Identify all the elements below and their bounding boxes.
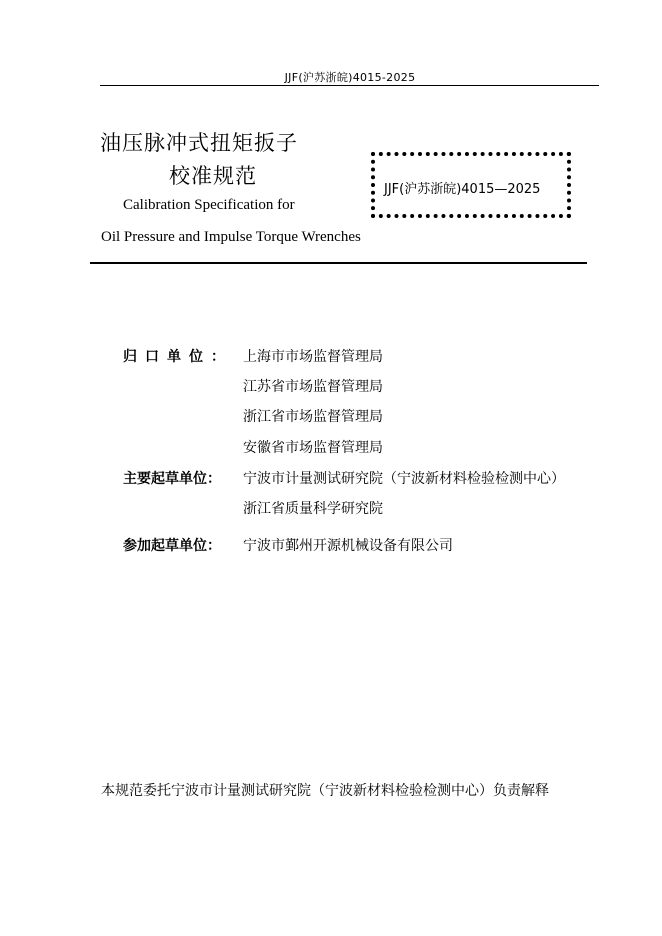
responsible-unit-3: 浙江省市场监督管理局 (243, 409, 383, 425)
interpretation-note: 本规范委托宁波市计量测试研究院（宁波新材料检验检测中心）负责解释 (101, 783, 549, 799)
specification-code: JJF(沪苏浙皖)4015—2025 (384, 182, 541, 197)
title-english-line-2: Oil Pressure and Impulse Torque Wrenches (101, 229, 361, 245)
header-divider (100, 85, 599, 86)
main-drafting-unit-label: 主要起草单位： (123, 471, 221, 487)
title-chinese-line-2: 校准规范 (169, 164, 257, 188)
document-code-header: JJF(沪苏浙皖)4015-2025 (284, 71, 416, 84)
participating-drafting-unit-1: 宁波市鄞州开源机械设备有限公司 (243, 538, 453, 554)
participating-drafting-unit-label: 参加起草单位： (123, 538, 221, 554)
responsible-unit-1: 上海市市场监督管理局 (243, 349, 383, 365)
main-drafting-unit-2: 浙江省质量科学研究院 (243, 501, 383, 517)
responsible-unit-4: 安徽省市场监督管理局 (243, 440, 383, 456)
responsible-unit-label: 归口单位： (123, 349, 233, 365)
title-chinese-line-1: 油压脉冲式扭矩扳子 (100, 131, 298, 155)
title-divider (90, 262, 587, 264)
title-english-line-1: Calibration Specification for (123, 197, 295, 213)
responsible-unit-2: 江苏省市场监督管理局 (243, 379, 383, 395)
main-drafting-unit-1: 宁波市计量测试研究院（宁波新材料检验检测中心） (243, 471, 565, 487)
